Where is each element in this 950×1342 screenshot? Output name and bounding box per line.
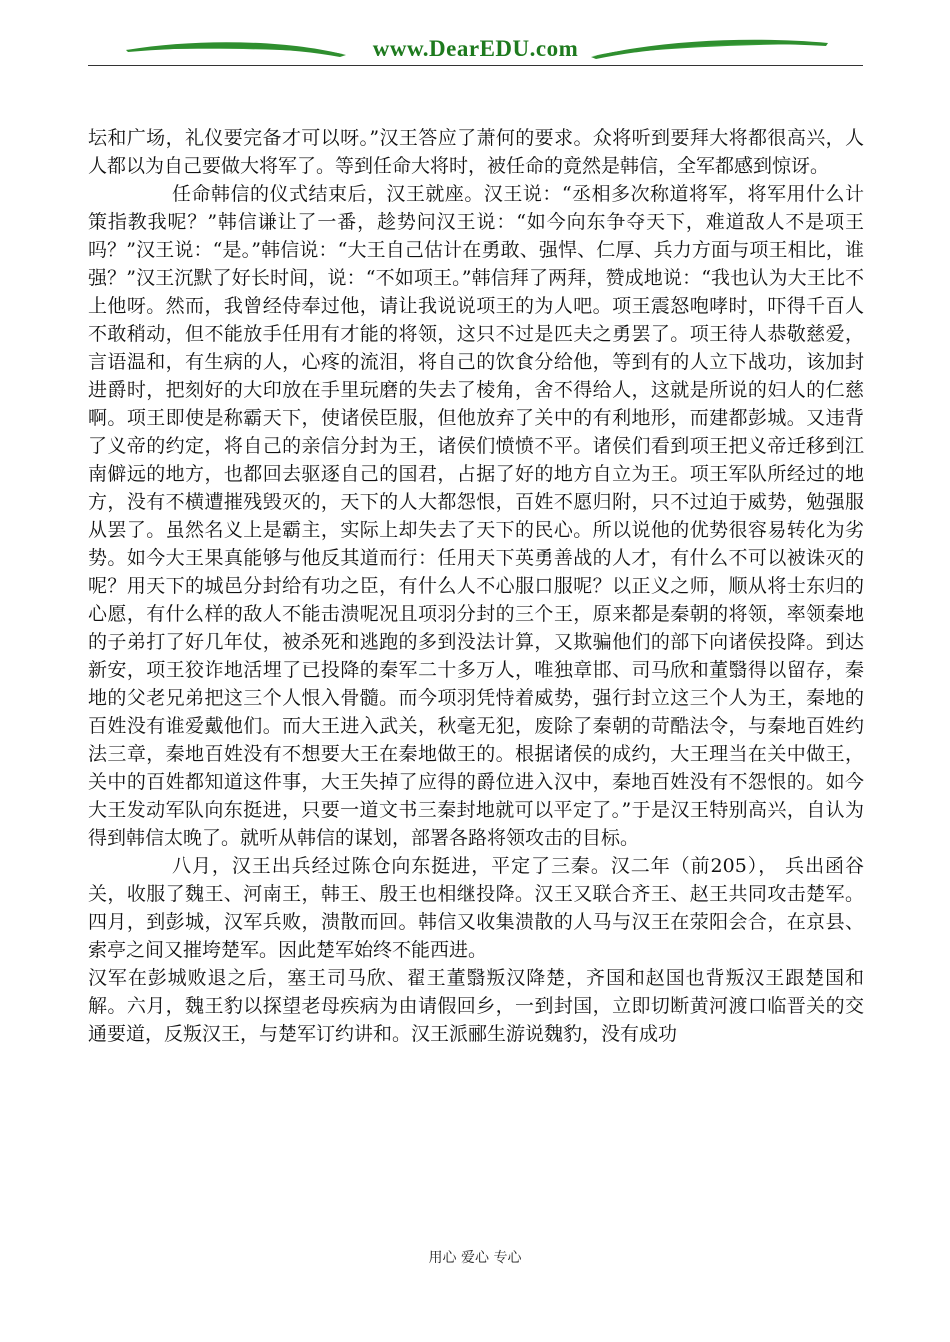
paragraph: 八月，汉王出兵经过陈仓向东挺进，平定了三秦。汉二年（前205）， 兵出函谷关，收服了魏王、河南王，韩王、殷王也相继投降。汉王又联合齐王、赵王共同攻击楚军。四月，到彭城，汉军兵败，溃散而回。韩信又收集溃散的人马与汉王在荥阳会合，在京县、索亭之间又摧垮楚军。因此楚军始终不能西进。 xyxy=(88,855,864,961)
site-logo-text[interactable]: www.DearEDU.com xyxy=(372,36,579,61)
document-body xyxy=(88,124,864,1048)
site-header xyxy=(88,28,863,68)
page-footer: 用心 爱心 专心 xyxy=(428,1250,522,1266)
paragraph: 汉军在彭城败退之后，塞王司马欣、翟王董翳叛汉降楚，齐国和赵国也背叛汉王跟楚国和解。六月，魏王豹以探望老母疾病为由请假回乡，一到封国，立即切断黄河渡口临晋关的交通要道，反叛汉王，与楚军订约讲和。汉王派郦生游说魏豹，没有成功 xyxy=(88,967,864,1045)
paragraph: 任命韩信的仪式结束后，汉王就座。汉王说：“丞相多次称道将军，将军用什么计策指教我呢？”韩信谦让了一番，趁势问汉王说：“如今向东争夺天下，难道敌人不是项王吗？”汉王说：“是。”韩信说：“大王自己估计在勇敢、强悍、仁厚、兵力方面与项王相比，谁强？”汉王沉默了好长时间，说：“不如项王。”韩信拜了两拜，赞成地说：“我也认为大王比不上他呀。然而，我曾经侍奉过他，请让我说说项王的为人吧。项王震怒咆哮时，吓得千百人不敢稍动，但不能放手任用有才能的将领，这只不过是匹夫之勇罢了。项王待人恭敬慈爱，言语温和，有生病的人，心疼的流泪，将自己的饮食分给他，等到有的人立下战功，该加封进爵时，把刻好的大印放在手里玩磨的失去了棱角，舍不得给人，这就是所说的妇人的仁慈啊。项王即使是称霸天下，使诸侯臣服，但他放弃了关中的有利地形，而建都彭城。又违背了义帝的约定，将自己的亲信分封为王，诸侯们愤愤不平。诸侯们看到项王把义帝迁移到江南僻远的地方，也都回去驱逐自己的国君，占据了好的地方自立为王。项王军队所经过的地方，没有不横遭摧残毁灭的，天下的人大都怨恨，百姓不愿归附，只不过迫于威势，勉强服从罢了。虽然名义上是霸主，实际上却失去了天下的民心。所以说他的优势很容易转化为劣势。如今大王果真能够与他反其道而行：任用天下英勇善战的人才，有什么不可以被诛灭的呢？用天下的城邑分封给有功之臣，有什么人不心服口服呢？以正义之师，顺从将士东归的心愿，有什么样的敌人不能击溃呢况且项羽分封的三个王，原来都是秦朝的将领，率领秦地的子弟打了好几年仗，被杀死和逃跑的多到没法计算，又欺骗他们的部下向诸侯投降。到达新安，项王狡诈地活埋了已投降的秦军二十多万人，唯独章邯、司马欣和董翳得以留存，秦地的父老兄弟把这三个人恨入骨髓。而今项羽凭恃着威势，强行封立这三个人为王，秦地的百姓没有谁爱戴他们。而大王进入武关，秋毫无犯，废除了秦朝的苛酷法令，与秦地百姓约法三章，秦地百姓没有不想要大王在秦地做王的。根据诸侯的成约，大王理当在关中做王，关中的百姓都知道这件事，大王失掉了应得的爵位进入汉中，秦地百姓没有不怨恨的。如今大王发动军队向东挺进，只要一道文书三秦封地就可以平定了。”于是汉王特别高兴，自认为得到韩信太晚了。就听从韩信的谋划，部署各路将领攻击的目标。 xyxy=(88,183,864,849)
header-rule xyxy=(88,65,863,66)
paragraph: 坛和广场，礼仪要完备才可以呀。”汉王答应了萧何的要求。众将听到要拜大将都很高兴，人人都以为自己要做大将军了。等到任命大将时，被任命的竟然是韩信，全军都感到惊讶。 xyxy=(88,127,864,177)
